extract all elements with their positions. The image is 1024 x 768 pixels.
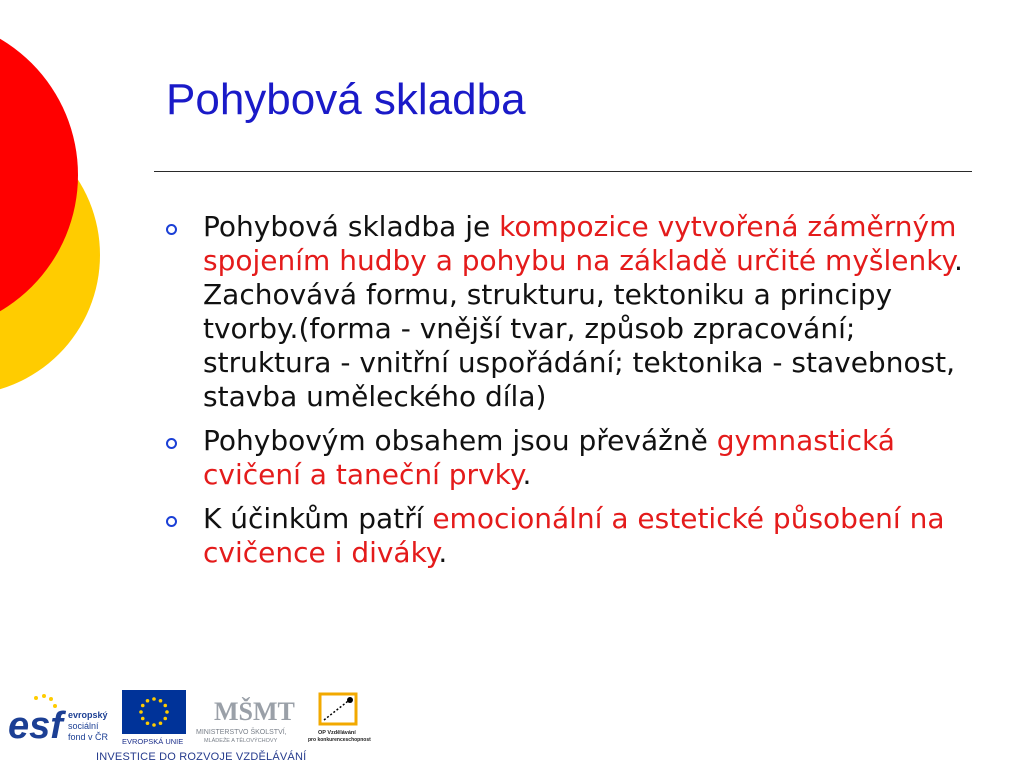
eu-star-icon <box>152 697 156 701</box>
eu-caption: EVROPSKÁ UNIE <box>122 737 184 746</box>
op-vzdelavani-logo <box>306 690 396 746</box>
esf-caption-1: evropský <box>68 710 108 720</box>
bullet-marker-icon <box>166 438 177 449</box>
bullet-list <box>166 210 966 580</box>
bullet-item <box>166 502 966 570</box>
eu-star-icon <box>163 717 167 721</box>
title-divider <box>154 171 972 172</box>
bullet-text: Pohybovým obsahem jsou převážně <box>203 424 717 457</box>
bullet-text: . Zachovává formu, strukturu, tektoniku a principy tvorby.(forma - vnější tvar, způsob zpracování; struktura - vnitřní uspořádání; tektonika - stavebnost, stavba uměleckého díla) <box>203 244 963 413</box>
bullet-text: K účinkům patří <box>203 502 433 535</box>
eu-star-icon <box>159 699 163 703</box>
op-caption-2: pro konkurenceschopnost <box>308 737 371 743</box>
op-caption-1: OP Vzdělávání <box>318 730 356 736</box>
highlighted-text: emocionální a estetické působení na cvičence i diváky <box>203 502 945 569</box>
eu-flag-logo <box>122 690 186 746</box>
bullet-item <box>166 424 966 492</box>
eu-star-icon <box>163 704 167 708</box>
bullet-text: . <box>522 458 532 491</box>
esf-caption-3: fond v ČR <box>68 732 109 742</box>
eu-star-icon <box>141 717 145 721</box>
eu-star-icon <box>152 723 156 727</box>
eu-star-icon <box>165 710 169 714</box>
decorative-circles <box>0 0 140 420</box>
msmt-logo <box>192 686 304 746</box>
bullet-text: . <box>438 536 448 569</box>
bullet-marker-icon <box>166 516 177 527</box>
bullet-text: Pohybová skladba je <box>203 210 500 243</box>
page-title: Pohybová skladba <box>166 75 526 124</box>
esf-logo <box>6 690 118 746</box>
eu-star-icon <box>141 704 145 708</box>
bullet-item <box>166 210 966 414</box>
esf-wordmark: esf <box>8 705 63 746</box>
eu-star-icon <box>159 721 163 725</box>
highlighted-text: kompozice vytvořená záměrným spojením hudby a pohybu na základě určité myšlenky <box>203 210 957 277</box>
msmt-caption-1: MINISTERSTVO ŠKOLSTVÍ, <box>196 729 287 736</box>
msmt-wordmark: MŠMT <box>214 697 295 726</box>
highlighted-text: gymnastická cvičení a taneční prvky <box>203 424 895 491</box>
esf-caption-2: sociální <box>68 721 99 731</box>
bullet-marker-icon <box>166 224 177 235</box>
eu-star-icon <box>139 710 143 714</box>
eu-star-icon <box>146 721 150 725</box>
msmt-caption-2: MLÁDEŽE A TĚLOVÝCHOVY <box>204 738 278 744</box>
footer-text: INVESTICE DO ROZVOJE VZDĚLÁVÁNÍ <box>96 751 307 763</box>
eu-star-icon <box>146 699 150 703</box>
